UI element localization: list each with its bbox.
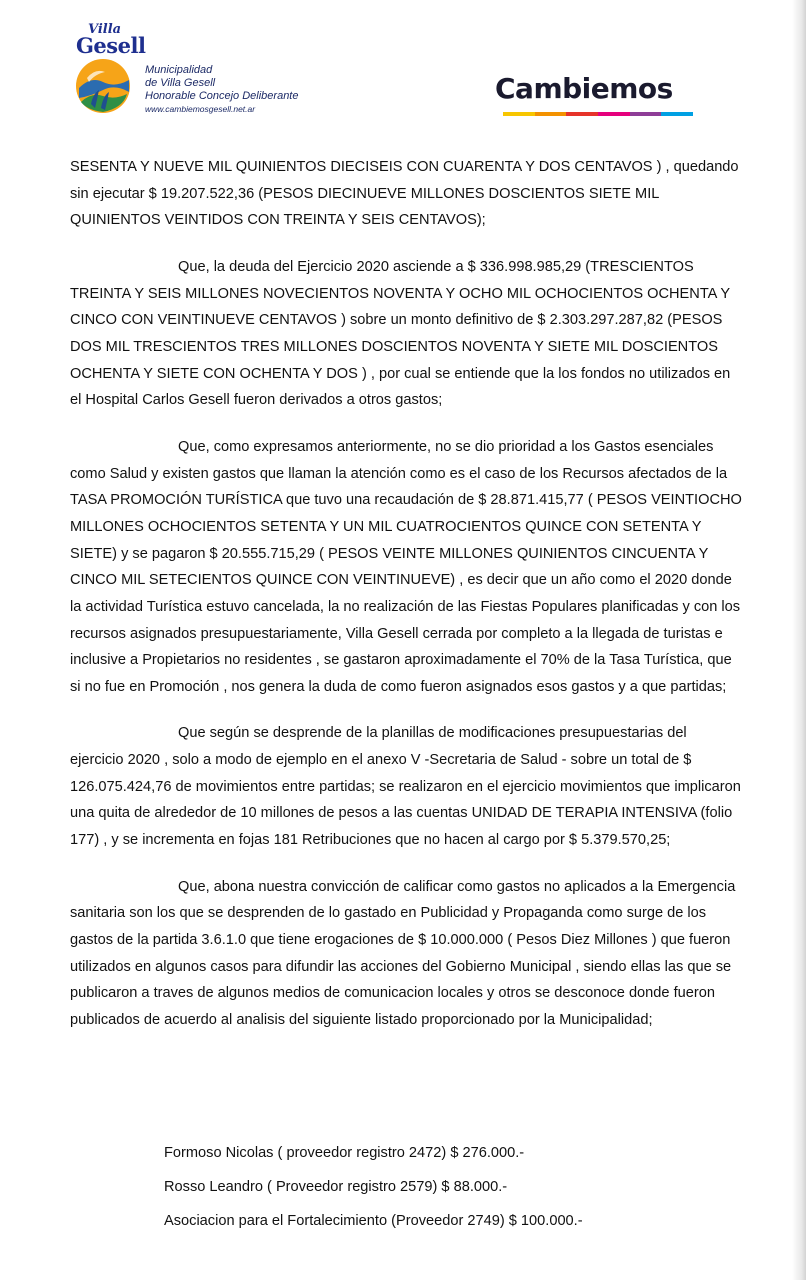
cambiemos-color-bar	[503, 112, 693, 116]
villa-gesell-logo	[72, 22, 146, 114]
color-bar-segment	[630, 112, 662, 116]
logo-emblem-icon	[75, 58, 131, 114]
color-bar-segment	[535, 112, 567, 116]
logo-gesell-text: Gesell	[76, 33, 146, 58]
paragraph-1: SESENTA Y NUEVE MIL QUINIENTOS DIECISEIS CON CUARENTA Y DOS CENTAVOS ) , quedando sin ejecutar $ 19.207.522,36 (PESOS DIECINUEVE MILLONES DOSCIENTOS SIETE MIL QUINIENTOS VEINTIDOS CON TREINTA Y SEIS CENTAVOS);	[70, 159, 739, 229]
paragraph-5: Que, abona nuestra convicción de calificar como gastos no aplicados a la Emergencia sanitaria son los que se desprenden de lo gastado en Publicidad y Propaganda como surge de los gastos de la partida 3.6.1.0 que tiene erogaciones de $ 10.000.000 ( Pesos Diez Millones ) que fueron utilizados en algunos casos para difundir las acciones del Gobierno Municipal , siendo ellas las que se publicaron a traves de algunos medios de comunicacion locales y otros se desconoce donde fueron publicados de acuerdo al analisis del siguiente listado proporcionado por la Municipalidad;	[70, 878, 736, 1029]
color-bar-segment	[598, 112, 630, 116]
muni-line: Municipalidad	[145, 64, 213, 76]
list-item: Asociacion para el Fortalecimiento (Proveedor 2749) $ 100.000.-	[164, 1213, 583, 1229]
color-bar-segment	[566, 112, 598, 116]
cambiemos-logo: Cambiemos	[495, 72, 673, 105]
list-item: Formoso Nicolas ( proveedor registro 2472) $ 276.000.-	[164, 1145, 525, 1161]
logo-villa-text: Villa	[88, 22, 122, 37]
muni-line: de Villa Gesell	[145, 77, 216, 89]
list-item: Rosso Leandro ( Proveedor registro 2579) $ 88.000.-	[164, 1179, 508, 1195]
muni-url: www.cambiemosgesell.net.ar	[145, 104, 256, 114]
paragraph-4: Que según se desprende de la planillas de modificaciones presupuestarias del ejercicio 2020 , solo a modo de ejemplo en el anexo V -Secretaria de Salud - sobre un total de $ 126.075.424,76 de movimientos entre partidas; se realizaron en el ejercicio movimientos que implicaron una quita de alrededor de 10 millones de pesos a las cuentas UNIDAD DE TERAPIA INTENSIVA (folio 177) , y se incrementa en fojas 181 Retribuciones que no hacen al cargo por $ 5.379.570,25;	[70, 725, 741, 849]
color-bar-segment	[503, 112, 535, 116]
provider-list	[164, 1140, 583, 1242]
paragraph-2: Que, la deuda del Ejercicio 2020 asciende a $ 336.998.985,29 (TRESCIENTOS TREINTA Y SEIS MILLONES NOVECIENTOS NOVENTA Y OCHO MIL OCHOCIENTOS OCHENTA Y CINCO CON VEINTINUEVE CENTAVOS ) sobre un monto definitivo de $ 2.303.297.287,82 (PESOS DOS MIL TRESCIENTOS TRES MILLONES DOSCIENTOS NOVENTA Y SIETE MIL DOSCIENTOS OCHENTA Y SIETE CON OCHENTA Y DOS ) , por cual se entiende que la los fondos no utilizados en el Hospital Carlos Gesell fueron derivados a otros gastos;	[70, 258, 731, 409]
document-body	[70, 154, 742, 1034]
municipality-block	[145, 64, 298, 116]
muni-line: Honorable Concejo Deliberante	[145, 90, 299, 102]
page-edge-shadow	[792, 0, 806, 1280]
paragraph-3: Que, como expresamos anteriormente, no se dio prioridad a los Gastos esenciales como Salud y existen gastos que llaman la atención como es el caso de los Recursos afectados de la TASA PROMOCIÓN TURÍSTICA que tuvo una recaudación de $ 28.871.415,77 ( PESOS VEINTIOCHO MILLONES OCHOCIENTOS SETENTA Y UN MIL CUATROCIENTOS QUINCE CON SETENTA Y SIETE) y se pagaron $ 20.555.715,29 ( PESOS VEINTE MILLONES QUINIENTOS CINCUENTA Y CINCO MIL SETECIENTOS QUINCE CON VEINTINUEVE) , es decir que un año como el 2020 donde la actividad Turística estuvo cancelada, la no realización de las Fiestas Populares planificadas y con los recursos asignados presupuestariamente, Villa Gesell cerrada por completo a la llegada de turistas e inclusive a Propietarios no residentes , se gastaron aproximadamente el 70% de la Tasa Turística, que si no fue en Promoción , nos genera la duda de como fueron asignados esos gastos y a que partidas;	[70, 438, 742, 695]
color-bar-segment	[661, 112, 693, 116]
